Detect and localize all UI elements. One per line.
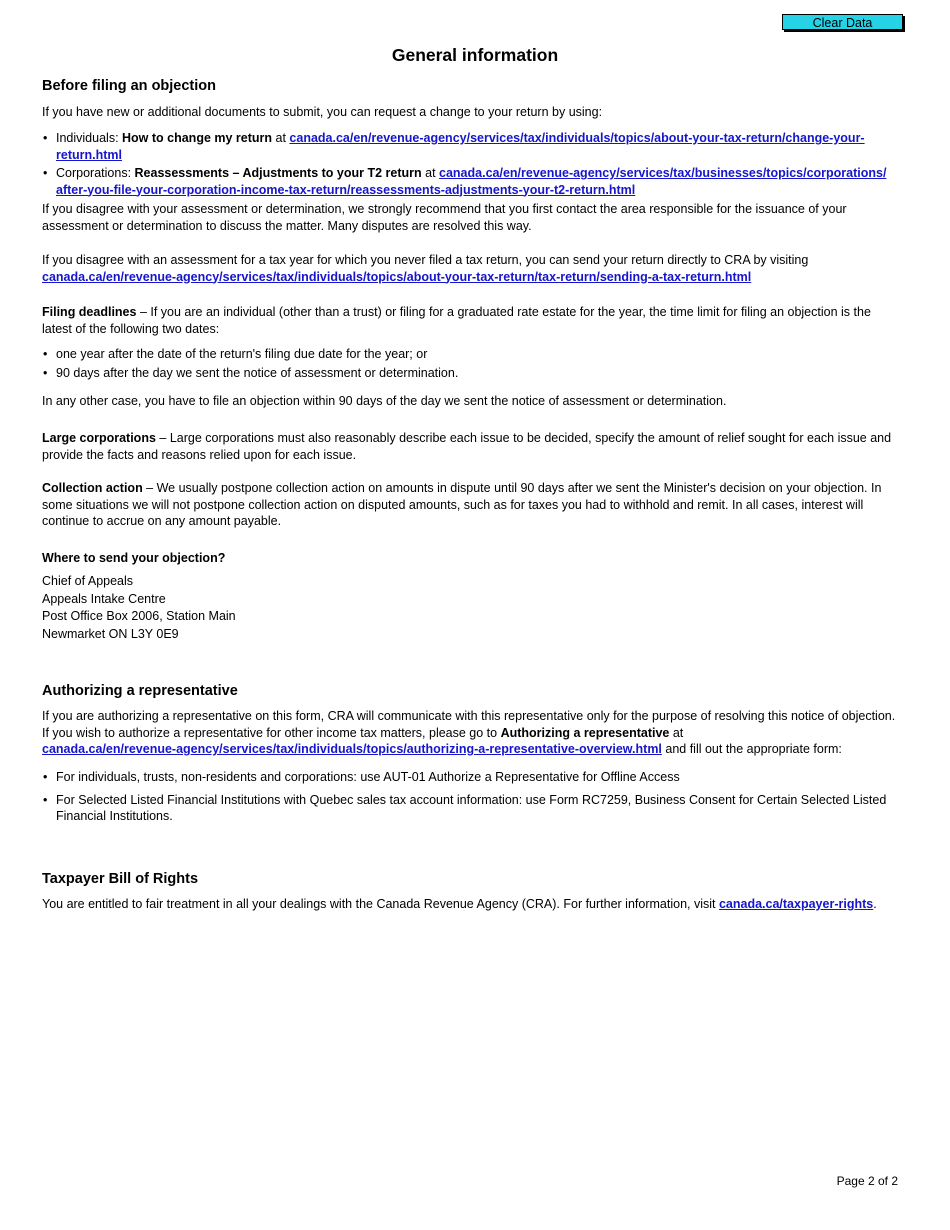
representative-line2-at: at (669, 725, 684, 740)
representative-form-list (42, 769, 918, 825)
other-case-paragraph: In any other case, you have to file an objection within 90 days of the day we sent the notice of assessment or determination. (42, 394, 727, 408)
page-title: General information (391, 45, 559, 65)
corporations-bold: Reassessments – Adjustments to your T2 return (134, 166, 422, 180)
collection-action-text: – We usually postpone collection action on amounts in dispute until 90 days after we sent the Minister's decision on your objection. In some situations we will not postpone collection action on disputed amounts, such as for taxes you had to withhold and remit. In all cases, interest will continue to accrue on any amount payable. (42, 481, 882, 528)
address-line: Post Office Box 2006, Station Main (42, 609, 236, 623)
list-item-individuals (56, 130, 918, 163)
large-corporations-paragraph (42, 430, 904, 463)
list-item-corporations (56, 165, 918, 198)
deadline-item: • 90 days after the day we sent the notice of assessment or determination. (56, 365, 918, 382)
deadline-item: • one year after the date of the return's filing due date for the year; or (56, 346, 918, 363)
filing-deadlines-text: – If you are an individual (other than a trust) or filing for a graduated rate estate for the year, the time limit for filing an objection is the latest of the following two dates: (42, 305, 871, 336)
form-item-aut01: • For individuals, trusts, non-residents and corporations: use AUT-01 Authorize a Representative for Offline Access (56, 769, 918, 786)
representative-link-after: and fill out the appropriate form: (661, 742, 842, 756)
form-item-rc7259: • For Selected Listed Financial Institutions with Quebec sales tax account information: use Form RC7259, Business Consent for Certain Selected Listed Financial Institutions. (56, 792, 918, 825)
large-corporations-label: Large corporations (42, 431, 156, 445)
deadline-list (42, 346, 918, 381)
mailing-address (42, 573, 236, 643)
collection-action-paragraph (42, 480, 904, 530)
individuals-bold: How to change my return (122, 131, 273, 145)
section-heading-taxpayer-rights: Taxpayer Bill of Rights (42, 871, 199, 887)
sending-tax-return-link[interactable]: canada.ca/en/revenue-agency/services/tax/individuals/topics/about-your-tax-return/tax-return/sending-a-tax-return.html (42, 269, 752, 284)
filing-deadlines-paragraph (42, 304, 904, 337)
taxpayer-rights-text: You are entitled to fair treatment in all your dealings with the Canada Revenue Agency (CRA). For further information, visit (42, 897, 719, 911)
representative-line2-bold: Authorizing a representative (500, 725, 670, 740)
clear-data-button[interactable]: Clear Data (782, 14, 903, 30)
taxpayer-rights-end: . (873, 897, 877, 911)
page-number: Page 2 of 2 (836, 1174, 898, 1188)
corporations-reassessment-link-part2[interactable]: after-you-file-your-corporation-income-tax-return/reassessments-adjustments-your-t2-return.html (56, 182, 636, 197)
representative-line2: If you wish to authorize a representative for other income tax matters, please go to (42, 725, 501, 740)
individuals-at: at (272, 131, 290, 145)
individuals-change-return-link[interactable]: canada.ca/en/revenue-agency/services/tax/individuals/topics/about-your-tax-return/change-your-return.html (56, 131, 865, 162)
address-line: Appeals Intake Centre (42, 591, 166, 606)
collection-action-label: Collection action (42, 481, 143, 495)
corporations-prefix: Corporations: (56, 166, 135, 180)
representative-line1: If you are authorizing a representative on this form, CRA will communicate with this representative only for the purpose of resolving this notice of objection. (42, 709, 896, 723)
authorizing-representative-link[interactable]: canada.ca/en/revenue-agency/services/tax/individuals/topics/authorizing-a-representative-overview.html (42, 742, 662, 756)
representative-paragraph (42, 708, 904, 758)
section-heading-before-filing: Before filing an objection (42, 78, 217, 94)
change-return-list (42, 130, 918, 198)
corporations-at: at (421, 166, 440, 180)
section-heading-representative: Authorizing a representative (42, 683, 238, 699)
address-line: Newmarket ON L3Y 0E9 (42, 626, 179, 641)
intro-text: If you have new or additional documents to submit, you can request a change to your return by using: (42, 105, 603, 119)
never-filed-paragraph (42, 252, 904, 285)
individuals-prefix: Individuals: (56, 131, 123, 145)
filing-deadlines-label: Filing deadlines (42, 305, 137, 319)
address-line: Chief of Appeals (42, 574, 134, 588)
disagree-paragraph: If you disagree with your assessment or determination, we strongly recommend that you first contact the area responsible for the issuance of your assessment or determination to discuss the matter. Many disputes are resolved this way. (42, 202, 847, 233)
never-filed-text: If you disagree with an assessment for a tax year for which you never filed a tax return, you can send your return directly to CRA by visiting (42, 253, 809, 267)
corporations-reassessment-link-part1[interactable]: canada.ca/en/revenue-agency/services/tax/businesses/topics/corporations/ (439, 166, 887, 180)
large-corporations-text: – Large corporations must also reasonably describe each issue to be decided, specify the amount of relief sought for each issue and provide the facts and reasons relied upon for each issue. (42, 431, 892, 462)
taxpayer-rights-paragraph (42, 896, 904, 913)
where-to-send-heading: Where to send your objection? (42, 551, 226, 565)
taxpayer-rights-link[interactable]: canada.ca/taxpayer-rights (718, 897, 874, 911)
